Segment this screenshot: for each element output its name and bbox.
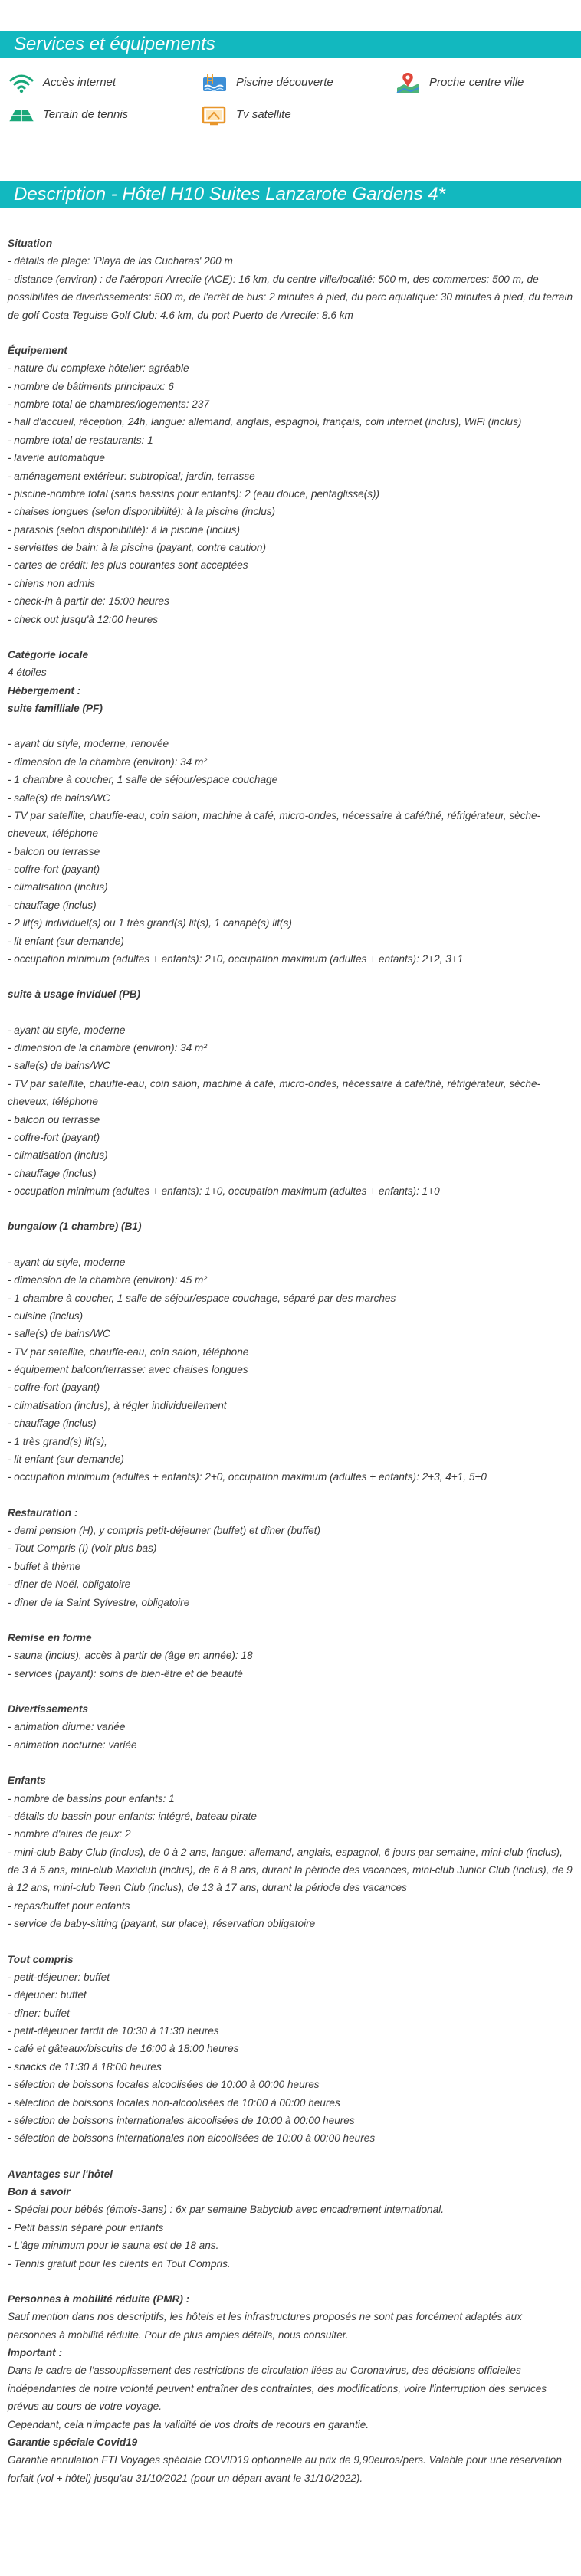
- line: - laverie automatique: [8, 452, 105, 464]
- service-label: Piscine découverte: [236, 76, 333, 90]
- section-avantages: [8, 2165, 573, 2273]
- section-heading: Divertissements: [8, 1703, 89, 1715]
- service-pool: [201, 70, 394, 95]
- line: - café et gâteaux/biscuits de 16:00 à 18:00 heures: [8, 2043, 239, 2055]
- room-heading: suite familliale (PF): [8, 703, 103, 714]
- description-body: [0, 208, 581, 2495]
- line: - check out jusqu'à 12:00 heures: [8, 613, 159, 625]
- section-heading: Remise en forme: [8, 1631, 92, 1644]
- line: - mini-club Baby Club (inclus), de 0 à 2 ans, langue: allemand, anglais, espagnol, 6 jours par semaine, mini-club (inclus), de 3 à 5 ans, mini-club Maxiclub (inclus), de 6 à 8 ans, durant la période des vacances, mini-club Junior Club (inclus), de 9 à 12 ans, mini-club Teen Club (inclus), de 13 à 17 ans, durant la période des vacances: [8, 1846, 573, 1894]
- section-restauration: [8, 1504, 573, 1611]
- line: - salle(s) de bains/WC: [8, 1060, 110, 1072]
- line: - chiens non admis: [8, 577, 96, 589]
- line: - dîner: buffet: [8, 2007, 70, 2019]
- line: - détails du bassin pour enfants: intégré, bateau pirate: [8, 1810, 257, 1822]
- line: - lit enfant (sur demande): [8, 935, 124, 947]
- service-label: Proche centre ville: [429, 76, 524, 90]
- line: - nature du complexe hôtelier: agréable: [8, 362, 189, 375]
- line: - snacks de 11:30 à 18:00 heures: [8, 2060, 162, 2073]
- section-categorie: [8, 646, 573, 718]
- line: - climatisation (inclus), à régler individuellement: [8, 1399, 227, 1411]
- line: - 1 chambre à coucher, 1 salle de séjour/espace couchage: [8, 774, 278, 786]
- line: - balcon ou terrasse: [8, 845, 100, 857]
- paragraph: Garantie annulation FTI Voyages spéciale COVID19 optionnelle au prix de 9,90euros/pers. Valable pour une réservation forfait (vol + hôtel) jusqu'au 31/10/2021 (pour un départ avant le 31/10/2022).: [8, 2454, 562, 2484]
- spacer: [0, 136, 581, 181]
- line: - coffre-fort (payant): [8, 1131, 100, 1143]
- section-bungalow: [8, 1218, 573, 1486]
- line: - repas/buffet pour enfants: [8, 1899, 130, 1912]
- line: - sauna (inclus), accès à partir de (âge en année): 18: [8, 1650, 253, 1662]
- section-heading: Hébergement :: [8, 684, 81, 696]
- line: - nombre de bassins pour enfants: 1: [8, 1792, 175, 1804]
- service-tennis: [8, 103, 201, 127]
- section-situation: [8, 234, 573, 324]
- line: - service de baby-sitting (payant, sur place), réservation obligatoire: [8, 1918, 316, 1930]
- section-heading: Restauration :: [8, 1506, 78, 1519]
- line: - services (payant): soins de bien-être et de beauté: [8, 1667, 243, 1680]
- line: - aménagement extérieur: subtropical; jardin, terrasse: [8, 470, 255, 482]
- line: - demi pension (H), y compris petit-déjeuner (buffet) et dîner (buffet): [8, 1525, 320, 1536]
- section-heading: Situation: [8, 238, 53, 249]
- section-heading: Tout compris: [8, 1953, 74, 1965]
- line: - équipement balcon/terrasse: avec chaises longues: [8, 1364, 248, 1375]
- line: - buffet à thème: [8, 1560, 81, 1572]
- room-heading: bungalow (1 chambre) (B1): [8, 1221, 142, 1233]
- section-subheading: Bon à savoir: [8, 2186, 71, 2197]
- line: - dîner de la Saint Sylvestre, obligatoire: [8, 1596, 190, 1608]
- line: - nombre total de chambres/logements: 237: [8, 398, 209, 410]
- line: - climatisation (inclus): [8, 881, 108, 893]
- line: - hall d'accueil, réception, 24h, langue: allemand, anglais, espagnol, français, coin internet (inclus), WiFi (inclus): [8, 416, 522, 428]
- line: - ayant du style, moderne: [8, 1256, 126, 1268]
- section-enfants: [8, 1771, 573, 1932]
- line: - balcon ou terrasse: [8, 1113, 100, 1126]
- line: - cuisine (inclus): [8, 1309, 84, 1322]
- section-remise-en-forme: [8, 1629, 573, 1683]
- section-heading: Catégorie locale: [8, 648, 89, 660]
- section-heading: Personnes à mobilité réduite (PMR) :: [8, 2293, 190, 2305]
- section-heading: Garantie spéciale Covid19: [8, 2436, 138, 2448]
- line: - chauffage (inclus): [8, 1167, 97, 1179]
- line: - occupation minimum (adultes + enfants): 1+0, occupation maximum (adultes + enfants): 1+0: [8, 1185, 440, 1197]
- line: - petit-déjeuner tardif de 10:30 à 11:30 heures: [8, 2025, 219, 2037]
- line: - Tennis gratuit pour les clients en Tout Compris.: [8, 2257, 231, 2270]
- line: - ayant du style, moderne, renovée: [8, 738, 169, 750]
- line: - nombre d'aires de jeux: 2: [8, 1828, 131, 1840]
- line: - détails de plage: 'Playa de las Cucharas' 200 m: [8, 255, 233, 267]
- section-suite-individuel: [8, 985, 573, 1200]
- line: - salle(s) de bains/WC: [8, 791, 110, 804]
- line: - TV par satellite, chauffe-eau, coin salon, téléphone: [8, 1345, 249, 1358]
- line: - ayant du style, moderne: [8, 1024, 126, 1036]
- service-city: [394, 70, 581, 95]
- line: - TV par satellite, chauffe-eau, coin salon, machine à café, micro-ondes, nécessaire à café/thé, réfrigérateur, sèche-cheveux, téléphone: [8, 809, 541, 840]
- line: - Spécial pour bébés (émois-3ans) : 6x par semaine Babyclub avec encadrement international.: [8, 2204, 444, 2216]
- line: - sélection de boissons internationales non alcoolisées de 10:00 à 00:00 heures: [8, 2132, 376, 2145]
- line: - dimension de la chambre (environ): 34 m²: [8, 755, 207, 768]
- line: - salle(s) de bains/WC: [8, 1328, 110, 1340]
- section-pmr: [8, 2290, 573, 2487]
- line: - serviettes de bain: à la piscine (payant, contre caution): [8, 542, 267, 553]
- paragraph: Dans le cadre de l'assouplissement des restrictions de circulation liées au Coronavirus, des décisions officielles indépendantes de notre volonté peuvent entraîner des contraintes, des modifications, voire l'interruption des services prévus au cours de votre voyage.: [8, 2365, 547, 2413]
- city-center-icon: [394, 71, 422, 94]
- line: - animation nocturne: variée: [8, 1739, 137, 1751]
- section-heading: Équipement: [8, 344, 67, 356]
- tv-icon: [201, 103, 228, 126]
- description-title: Description - Hôtel H10 Suites Lanzarote Gardens 4*: [0, 181, 581, 208]
- line: - lit enfant (sur demande): [8, 1453, 124, 1465]
- paragraph: Cependant, cela n'impacte pas la validité de vos droits de recours en garantie.: [8, 2418, 369, 2430]
- line: - dimension de la chambre (environ): 45 m²: [8, 1274, 207, 1286]
- line: - petit-déjeuner: buffet: [8, 1971, 110, 1983]
- wifi-icon: [8, 71, 35, 94]
- paragraph: Sauf mention dans nos descriptifs, les hôtels et les infrastructures proposés ne sont pas forcément adaptés aux personnes à mobilité réduite. Pour de plus amples détails, nous consulter.: [8, 2311, 522, 2341]
- line: - Tout Compris (I) (voir plus bas): [8, 1542, 157, 1555]
- line: - coffre-fort (payant): [8, 1381, 100, 1394]
- line: - cartes de crédit: les plus courantes sont acceptées: [8, 559, 248, 572]
- line: - nombre total de restaurants: 1: [8, 434, 153, 446]
- line: - parasols (selon disponibilité): à la piscine (inclus): [8, 523, 240, 536]
- services-title: Services et équipements: [0, 31, 581, 58]
- section-tout-compris: [8, 1951, 573, 2148]
- line: - occupation minimum (adultes + enfants): 2+0, occupation maximum (adultes + enfants): 2+3, 4+1, 5+0: [8, 1471, 487, 1483]
- section-heading: Enfants: [8, 1775, 46, 1787]
- tennis-icon: [8, 103, 35, 126]
- line: - sélection de boissons locales non-alcoolisées de 10:00 à 00:00 heures: [8, 2096, 340, 2109]
- section-equipement: [8, 342, 573, 628]
- line: - TV par satellite, chauffe-eau, coin salon, machine à café, micro-ondes, nécessaire à café/thé, réfrigérateur, sèche-cheveux, téléphone: [8, 1077, 541, 1108]
- services-grid: [0, 58, 581, 136]
- service-tv: [201, 103, 394, 127]
- line: - chaises longues (selon disponibilité): à la piscine (inclus): [8, 506, 276, 518]
- line: - L'âge minimum pour le sauna est de 18 ans.: [8, 2240, 219, 2252]
- service-internet: [8, 70, 201, 95]
- line: - 2 lit(s) individuel(s) ou 1 très grand(s) lit(s), 1 canapé(s) lit(s): [8, 917, 292, 929]
- line: - 1 chambre à coucher, 1 salle de séjour/espace couchage, séparé par des marches: [8, 1292, 396, 1304]
- line: - sélection de boissons locales alcoolisées de 10:00 à 00:00 heures: [8, 2079, 320, 2091]
- service-label: Terrain de tennis: [43, 108, 129, 122]
- line: - coffre-fort (payant): [8, 864, 100, 875]
- line: - animation diurne: variée: [8, 1721, 126, 1733]
- line: - distance (environ) : de l'aéroport Arrecife (ACE): 16 km, du centre ville/localité: 500 m, des commerces: 500 m, de possibilités de divertissements: 500 m, de l'arrêt de bus: 2 minutes à pied, du parc aquatique: 30 minutes à pied, du terrain de golf Costa Teguise Golf Club: 4.6 km, du port Puerto de Arrecife: 8.6 km: [8, 273, 573, 321]
- line: - sélection de boissons internationales alcoolisées de 10:00 à 00:00 heures: [8, 2114, 355, 2126]
- service-label: Tv satellite: [236, 108, 291, 122]
- line: - déjeuner: buffet: [8, 1989, 87, 2001]
- line: - dimension de la chambre (environ): 34 m²: [8, 1042, 207, 1054]
- line: 4 étoiles: [8, 667, 47, 679]
- pool-icon: [201, 71, 228, 94]
- section-heading: Important :: [8, 2347, 62, 2358]
- line: - chauffage (inclus): [8, 1417, 97, 1430]
- line: - Petit bassin séparé pour enfants: [8, 2221, 164, 2234]
- room-heading: suite à usage inviduel (PB): [8, 988, 140, 1001]
- line: - occupation minimum (adultes + enfants): 2+0, occupation maximum (adultes + enfants): 2+2, 3+1: [8, 952, 464, 965]
- line: - nombre de bâtiments principaux: 6: [8, 380, 174, 392]
- section-heading: Avantages sur l'hôtel: [8, 2168, 113, 2180]
- section-divertissements: [8, 1700, 573, 1754]
- service-label: Accès internet: [43, 76, 117, 90]
- section-suite-familiale: [8, 735, 573, 968]
- line: - 1 très grand(s) lit(s),: [8, 1435, 107, 1447]
- line: - check-in à partir de: 15:00 heures: [8, 595, 169, 608]
- line: - dîner de Noël, obligatoire: [8, 1578, 131, 1591]
- line: - chauffage (inclus): [8, 899, 97, 911]
- line: - climatisation (inclus): [8, 1149, 108, 1162]
- line: - piscine-nombre total (sans bassins pour enfants): 2 (eau douce, pentaglisse(s)): [8, 487, 380, 500]
